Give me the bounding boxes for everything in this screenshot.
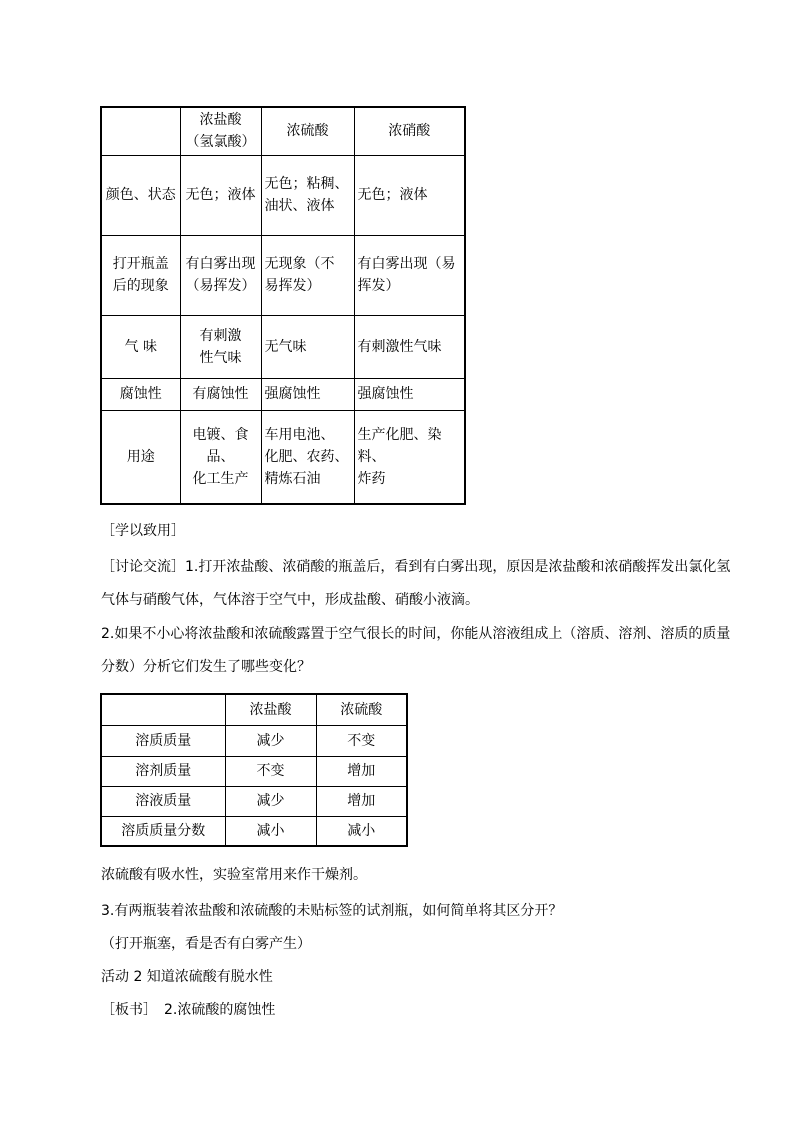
table-cell: 减小 bbox=[225, 816, 316, 846]
table-header-row bbox=[101, 694, 407, 725]
table-cell: 增加 bbox=[316, 786, 407, 816]
row-label: 气 味 bbox=[101, 315, 180, 378]
header-cell: 浓盐酸 bbox=[225, 694, 316, 725]
paragraph: 浓硫酸有吸水性，实验室常用来作干燥剂。 bbox=[101, 867, 367, 883]
table-header-row bbox=[101, 107, 465, 155]
table-row bbox=[101, 725, 407, 756]
table-cell: 减少 bbox=[225, 786, 316, 816]
table-cell: 减少 bbox=[225, 725, 316, 756]
table-row bbox=[101, 786, 407, 816]
table-row bbox=[101, 378, 465, 410]
table-cell: 电镀、食品、 化工生产 bbox=[180, 410, 261, 504]
row-label: 打开瓶盖 后的现象 bbox=[101, 235, 180, 315]
table-cell: 有刺激性气味 bbox=[354, 315, 465, 378]
header-cell: 浓盐酸 （氢氯酸） bbox=[180, 107, 261, 155]
section-heading: ［学以致用］ bbox=[101, 523, 185, 539]
table-cell: 强腐蚀性 bbox=[261, 378, 354, 410]
table-cell: 增加 bbox=[316, 756, 407, 786]
table-row bbox=[101, 155, 465, 235]
table-row bbox=[101, 235, 465, 315]
table-row bbox=[101, 410, 465, 504]
header-cell: 浓硫酸 bbox=[316, 694, 407, 725]
paragraph: ［板书］ 2.浓硫酸的腐蚀性 bbox=[101, 1002, 276, 1018]
paragraph: （打开瓶塞，看是否有白雾产生） bbox=[101, 936, 311, 952]
acid-properties-table bbox=[100, 106, 466, 505]
table-row bbox=[101, 816, 407, 846]
row-label: 腐蚀性 bbox=[101, 378, 180, 410]
table-cell: 无色；粘稠、 油状、液体 bbox=[261, 155, 354, 235]
row-label: 溶剂质量 bbox=[101, 756, 225, 786]
paragraph: 气体与硝酸气体，气体溶于空气中，形成盐酸、硝酸小液滴。 bbox=[101, 592, 479, 608]
header-cell: 浓硫酸 bbox=[261, 107, 354, 155]
row-label: 用途 bbox=[101, 410, 180, 504]
table-cell: 无现象（不 易挥发） bbox=[261, 235, 354, 315]
header-cell bbox=[101, 107, 180, 155]
concentration-change-table bbox=[100, 693, 408, 847]
table-cell: 不变 bbox=[225, 756, 316, 786]
table-cell: 无色；液体 bbox=[354, 155, 465, 235]
header-cell: 浓硝酸 bbox=[354, 107, 465, 155]
table-cell: 有腐蚀性 bbox=[180, 378, 261, 410]
header-cell bbox=[101, 694, 225, 725]
table-cell: 有白雾出现 （易挥发） bbox=[180, 235, 261, 315]
table-cell: 强腐蚀性 bbox=[354, 378, 465, 410]
table-cell: 有刺激 性气味 bbox=[180, 315, 261, 378]
table-cell: 车用电池、 化肥、农药、 精炼石油 bbox=[261, 410, 354, 504]
table-cell: 不变 bbox=[316, 725, 407, 756]
paragraph: 2.如果不小心将浓盐酸和浓硫酸露置于空气很长的时间，你能从溶液组成上（溶质、溶剂、溶质的质量 bbox=[101, 626, 731, 642]
table-cell: 无气味 bbox=[261, 315, 354, 378]
row-label: 溶质质量分数 bbox=[101, 816, 225, 846]
paragraph: ［讨论交流］1.打开浓盐酸、浓硝酸的瓶盖后，看到有白雾出现，原因是浓盐酸和浓硝酸挥发出氯化氢 bbox=[101, 559, 731, 575]
row-label: 颜色、状态 bbox=[101, 155, 180, 235]
paragraph: 活动 2 知道浓硫酸有脱水性 bbox=[101, 969, 273, 985]
table-cell: 生产化肥、染料、 炸药 bbox=[354, 410, 465, 504]
table-cell: 减小 bbox=[316, 816, 407, 846]
paragraph: 分数）分析它们发生了哪些变化？ bbox=[101, 659, 311, 675]
row-label: 溶质质量 bbox=[101, 725, 225, 756]
table-row bbox=[101, 756, 407, 786]
table-row bbox=[101, 315, 465, 378]
table-cell: 有白雾出现（易 挥发） bbox=[354, 235, 465, 315]
table-cell: 无色；液体 bbox=[180, 155, 261, 235]
row-label: 溶液质量 bbox=[101, 786, 225, 816]
paragraph: 3.有两瓶装着浓盐酸和浓硫酸的未贴标签的试剂瓶，如何简单将其区分开？ bbox=[101, 903, 563, 919]
